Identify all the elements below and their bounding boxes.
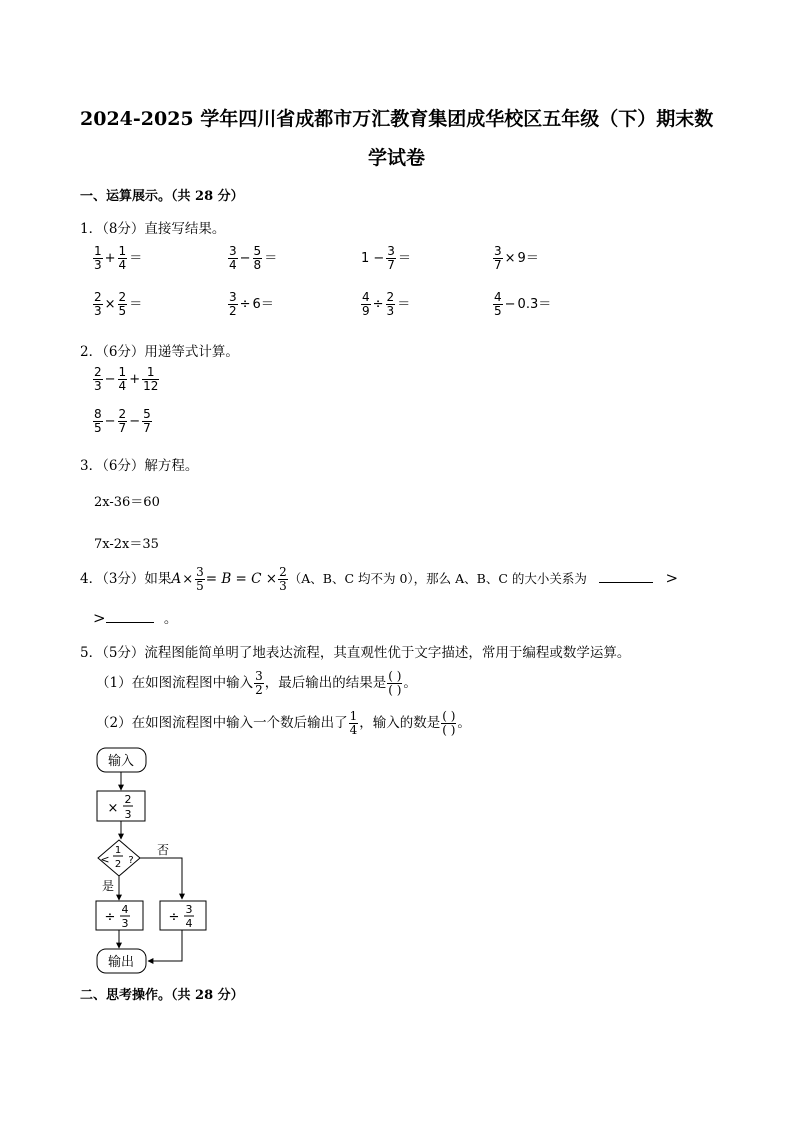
- calc-item-5: [92, 291, 143, 318]
- fraction-den: 3: [279, 579, 287, 593]
- flow-multiply-num: 2: [124, 793, 132, 806]
- fraction-num: 3: [229, 244, 237, 258]
- fraction-num: 1: [94, 244, 102, 258]
- flow-multiply-op: ×: [107, 801, 119, 816]
- section-heading-2: 二、思考操作。（共 28 分）: [80, 988, 244, 1003]
- question-5-part-1: [96, 670, 417, 697]
- fraction-den: 4: [118, 258, 127, 272]
- greater-than-sign: >: [93, 609, 106, 627]
- flow-decision-den: 2: [114, 859, 122, 870]
- answer-blank-1[interactable]: [599, 570, 653, 583]
- flow-no-label: 否: [156, 843, 170, 857]
- fraction-den: 12: [143, 379, 159, 393]
- flow-multiply-den: 3: [124, 808, 132, 821]
- fraction-num: 1: [349, 709, 358, 723]
- page-title-line1: 2024-2025 学年四川省成都市万汇教育集团成华校区五年级（下）期末数: [80, 108, 714, 130]
- equation-2: 7x-2x＝35: [94, 537, 159, 552]
- fraction-num: 1: [118, 244, 127, 258]
- part-1-prefix: （1）在如图流程图中输入: [96, 675, 254, 691]
- flowchart: [80, 742, 240, 980]
- numerator-blank[interactable]: ( ): [388, 669, 402, 683]
- equality-chain: = B = C ×: [205, 571, 278, 587]
- variable-a: A: [171, 571, 182, 587]
- flow-divide-den: 3: [121, 917, 129, 930]
- flow-divide-box-2: [160, 901, 206, 930]
- fraction-num: 2: [279, 565, 287, 579]
- operand: 6＝: [252, 297, 274, 312]
- fraction-num: 3: [255, 669, 263, 683]
- fraction-den: 2: [229, 304, 237, 318]
- equals-sign: ＝: [397, 297, 411, 312]
- flow-multiply-box: [97, 791, 145, 821]
- fraction-num: 2: [386, 290, 395, 304]
- operator: ÷: [372, 297, 384, 312]
- greater-than-sign: >: [665, 569, 679, 587]
- question-3-label: 3．（6分）解方程。: [80, 458, 199, 474]
- flow-divide-op: ÷: [104, 910, 116, 925]
- operand: 9＝: [517, 251, 539, 266]
- calc-item-4: [492, 245, 540, 272]
- expression-1: [92, 366, 160, 393]
- flow-decision-question: ?: [128, 855, 134, 866]
- fraction-den: 7: [387, 258, 395, 272]
- operator: −: [104, 414, 116, 429]
- fraction-num: 2: [94, 365, 102, 379]
- fraction-den: 9: [362, 304, 370, 318]
- equals-sign: ＝: [397, 251, 411, 266]
- fraction-num: 5: [253, 244, 262, 258]
- question-4-line2: [93, 607, 177, 627]
- fraction-den: 5: [94, 421, 102, 435]
- calc-item-3: [360, 245, 412, 272]
- operand: 1 −: [361, 251, 385, 266]
- question-4-line1: [80, 566, 678, 593]
- equals-sign: ＝: [129, 251, 143, 266]
- period: 。: [163, 611, 178, 627]
- part-2-middle: ，输入的数是: [359, 715, 441, 731]
- answer-fraction-blank[interactable]: [387, 670, 402, 697]
- fraction-den: 4: [229, 258, 237, 272]
- equation-1: 2x-36＝60: [94, 495, 160, 510]
- operator: +: [104, 251, 116, 266]
- operator: ×: [504, 251, 516, 266]
- fraction-den: 5: [196, 579, 204, 593]
- fraction-den: 3: [94, 379, 102, 393]
- flow-divide-box-1: [96, 901, 143, 930]
- answer-blank-2[interactable]: [106, 610, 154, 623]
- part-2-prefix: （2）在如图流程图中输入一个数后输出了: [96, 715, 348, 731]
- flow-divide-num: 4: [121, 903, 129, 916]
- flow-divide-den: 4: [185, 917, 193, 930]
- fraction-num: 3: [494, 244, 502, 258]
- fraction-den: 8: [253, 258, 262, 272]
- question-4-prefix: 4．（3分）如果: [80, 571, 172, 587]
- fraction-num: 4: [494, 290, 502, 304]
- calc-item-1: [92, 245, 143, 272]
- fraction-num: 8: [94, 407, 102, 421]
- fraction-num: 5: [143, 407, 151, 421]
- operator: ×: [104, 297, 116, 312]
- numerator-blank[interactable]: ( ): [442, 709, 456, 723]
- calc-item-2: [227, 245, 278, 272]
- part-1-middle: ，最后输出的结果是: [264, 675, 387, 691]
- question-2-label: 2．（6分）用递等式计算。: [80, 344, 239, 360]
- calc-item-8: [492, 291, 552, 318]
- fraction-num: 2: [94, 290, 102, 304]
- operator: ×: [182, 572, 194, 587]
- fraction-den: 5: [118, 304, 127, 318]
- operator: +: [129, 372, 141, 387]
- flow-yes-label: 是: [101, 879, 115, 893]
- fraction-den: 4: [349, 723, 358, 737]
- question-1-label: 1．（8分）直接写结果。: [80, 221, 226, 237]
- flow-arrow-no: [140, 858, 182, 899]
- flow-decision-num: 1: [114, 845, 122, 856]
- operator: −: [239, 251, 251, 266]
- question-5-label: 5．（5分）流程图能简单明了地表达流程，其直观性优于文字描述，常用于编程或数学运算。: [80, 645, 631, 661]
- flow-arrow: [148, 930, 182, 961]
- fraction-num: 2: [118, 407, 127, 421]
- flow-divide-num: 3: [185, 903, 193, 916]
- page-title-line2: 学试卷: [368, 147, 426, 169]
- fraction-num: 3: [196, 565, 204, 579]
- fraction-num: 1: [142, 366, 159, 380]
- equals-sign: ＝: [264, 251, 278, 266]
- fraction-num: 4: [362, 290, 370, 304]
- denominator-blank[interactable]: ( ): [388, 683, 402, 697]
- fraction-den: 4: [118, 379, 127, 393]
- fraction-den: 2: [255, 683, 263, 697]
- operator: −: [504, 297, 516, 312]
- fraction-den: 7: [494, 258, 502, 272]
- fraction-den: 3: [386, 304, 395, 318]
- fraction-num: 3: [229, 290, 237, 304]
- fraction-den: 3: [94, 258, 102, 272]
- fraction-den: 3: [94, 304, 102, 318]
- flow-input-label: 输入: [107, 754, 135, 769]
- flow-output-label: 输出: [107, 955, 135, 970]
- fraction-den: 5: [494, 304, 502, 318]
- fraction-den: 7: [118, 421, 127, 435]
- operator: ÷: [239, 297, 251, 312]
- section-heading-1: 一、运算展示。（共 28 分）: [80, 189, 244, 204]
- denominator-blank[interactable]: ( ): [442, 723, 456, 737]
- question-5-part-2: [96, 710, 471, 737]
- equals-sign: ＝: [129, 297, 143, 312]
- calc-item-6: [227, 291, 275, 318]
- operator: −: [104, 372, 116, 387]
- calc-item-7: [360, 291, 411, 318]
- answer-fraction-blank[interactable]: [441, 710, 456, 737]
- fraction-num: 3: [387, 244, 395, 258]
- fraction-num: 1: [118, 365, 127, 379]
- question-4-condition: （A、B、C 均不为 0），那么 A、B、C 的大小关系为: [288, 571, 587, 586]
- fraction-num: 2: [118, 290, 127, 304]
- operand: 0.3＝: [517, 297, 552, 312]
- flow-divide-op: ÷: [168, 910, 180, 925]
- expression-2: [92, 408, 153, 435]
- fraction-den: 7: [143, 421, 151, 435]
- period: 。: [457, 715, 471, 731]
- operator: −: [129, 414, 141, 429]
- period: 。: [403, 675, 417, 691]
- flow-decision-op: <: [100, 853, 110, 866]
